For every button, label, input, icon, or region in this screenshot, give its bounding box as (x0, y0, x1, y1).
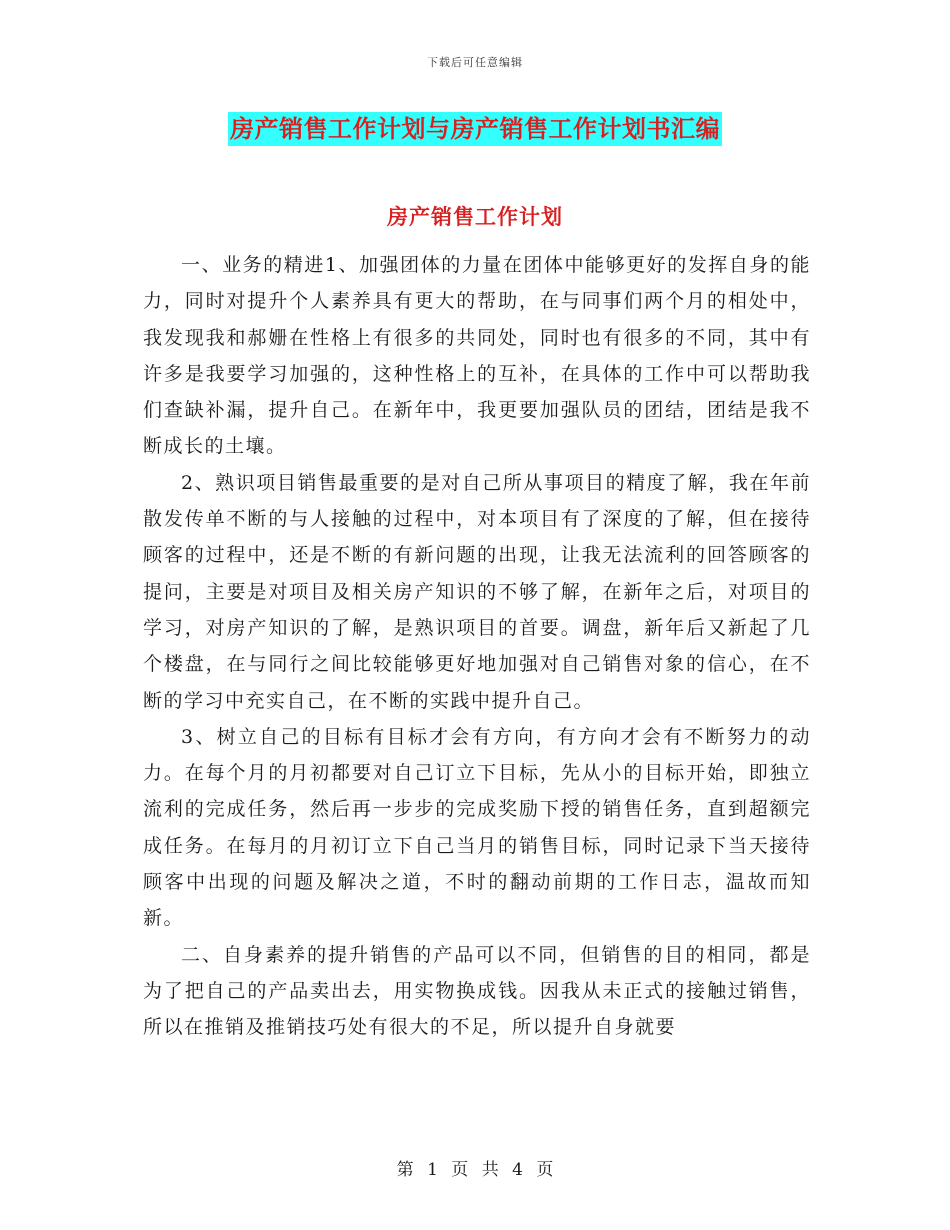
paragraph: 一、业务的精进1、加强团体的力量在团体中能够更好的发挥自身的能力，同时对提升个人素养具有更大的帮助，在与同事们两个月的相处中，我发现我和郝姗在性格上有很多的共同处，同时也有很多的不同，其中有许多是我要学习加强的，这种性格上的互补，在具体的工作中可以帮助我们查缺补漏，提升自己。在新年中，我更要加强队员的团结，团结是我不断成长的土壤。 (143, 254, 811, 458)
total-pages-number: 4 (512, 1160, 523, 1180)
document-title: 房产销售工作计划与房产销售工作计划书汇编 (228, 112, 722, 146)
main-title-container (0, 112, 950, 146)
page-footer (0, 1155, 950, 1180)
page-label-total-prefix: 共 (481, 1160, 499, 1180)
section-title: 房产销售工作计划 (387, 204, 563, 229)
page-label-mid: 页 (451, 1160, 469, 1180)
page-label-suffix: 页 (536, 1160, 554, 1180)
paragraph: 二、自身素养的提升销售的产品可以不同，但销售的目的相同，都是为了把自己的产品卖出去，用实物换成钱。因我从未正式的接触过销售，所以在推销及推销技巧处有很大的不足，所以提升自身就要 (143, 943, 811, 1039)
paragraph: 2、熟识项目销售最重要的是对自己所从事项目的精度了解，我在年前散发传单不断的与人接触的过程中，对本项目有了深度的了解，但在接待顾客的过程中，还是不断的有新问题的出现，让我无法流利的回答顾客的提问，主要是对项目及相关房产知识的不够了解，在新年之后，对项目的学习，对房产知识的了解，是熟识项目的首要。调盘，新年后又新起了几个楼盘，在与同行之间比较能够更好地加强对自己销售对象的信心，在不断的学习中充实自己，在不断的实践中提升自己。 (143, 471, 811, 712)
current-page-number: 1 (427, 1160, 438, 1180)
document-body (143, 247, 811, 1046)
header-note: 下载后可任意编辑 (427, 56, 523, 69)
page-label-prefix: 第 (396, 1160, 414, 1180)
paragraph: 3、树立自己的目标有目标才会有方向，有方向才会有不断努力的动力。在每个月的月初都要对自己订立下目标，先从小的目标开始，即独立流利的完成任务，然后再一步步的完成奖励下授的销售任务，直到超额完成任务。在每月的月初订立下自己当月的销售目标，同时记录下当天接待顾客中出现的问题及解决之道，不时的翻动前期的工作日志，温故而知新。 (143, 725, 811, 930)
